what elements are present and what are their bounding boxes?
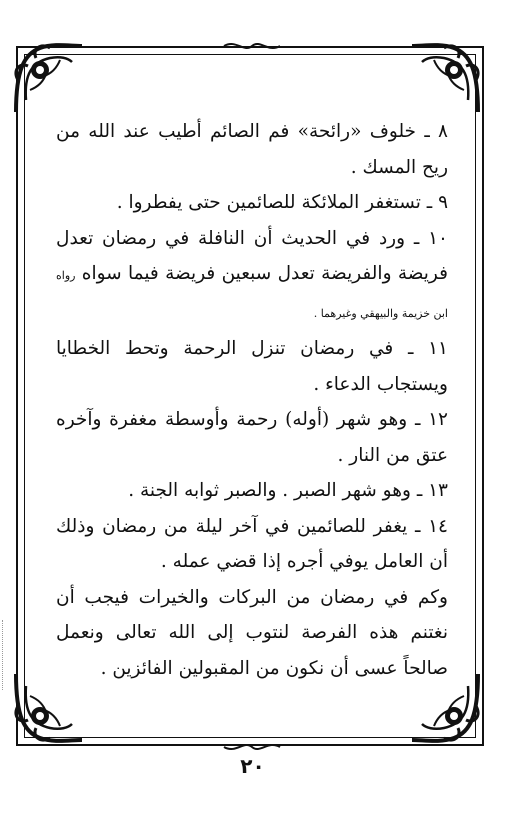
margin-scan-mark — [2, 620, 5, 690]
list-item-8: ٨ ـ خلوف «رائحة» فم الصائم أطيب عند الله من ريح المسك . — [56, 121, 448, 178]
corner-ornament-top-left — [10, 40, 88, 118]
list-item-12: ١٢ ـ وهو شهر (أوله) رحمة وأوسطة مغفرة وآخره عتق من النار . — [56, 409, 448, 466]
list-item-14: ١٤ ـ يغفر للصائمين في آخر ليلة من رمضان وذلك أن العامل يوفي أجره إذا قضي عمله . — [56, 515, 448, 572]
corner-ornament-top-right — [406, 40, 484, 118]
top-center-ornament — [222, 39, 282, 53]
list-item-11: ١١ ـ في رمضان تنزل الرحمة وتحط الخطايا ويستجاب الدعاء . — [56, 338, 448, 395]
bottom-center-ornament — [222, 740, 282, 754]
citation-note: رواه ابن خزيمة والبيهقي وغيرهما . — [56, 269, 448, 320]
list-item-10: ١٠ ـ ورد في الحديث أن النافلة في رمضان تعدل فريضة والفريضة تعدل سبعين فريضة فيما سواه رواه ابن خزيمة والبيهقي وغيرهما . — [56, 227, 448, 320]
list-item-9: ٩ ـ تستغفر الملائكة للصائمين حتى يفطروا . — [116, 192, 448, 213]
list-item-13: ١٣ ـ وهو شهر الصبر . والصبر ثوابه الجنة . — [128, 480, 448, 501]
page-body-text — [56, 114, 448, 686]
closing-paragraph: وكم في رمضان من البركات والخيرات فيجب أن نغتنم هذه الفرصة لنتوب إلى الله تعالى ونعمل صالحاً عسى أن نكون من المقبولين الفائزين . — [56, 586, 448, 679]
page-number: ٢٠ — [240, 754, 265, 778]
